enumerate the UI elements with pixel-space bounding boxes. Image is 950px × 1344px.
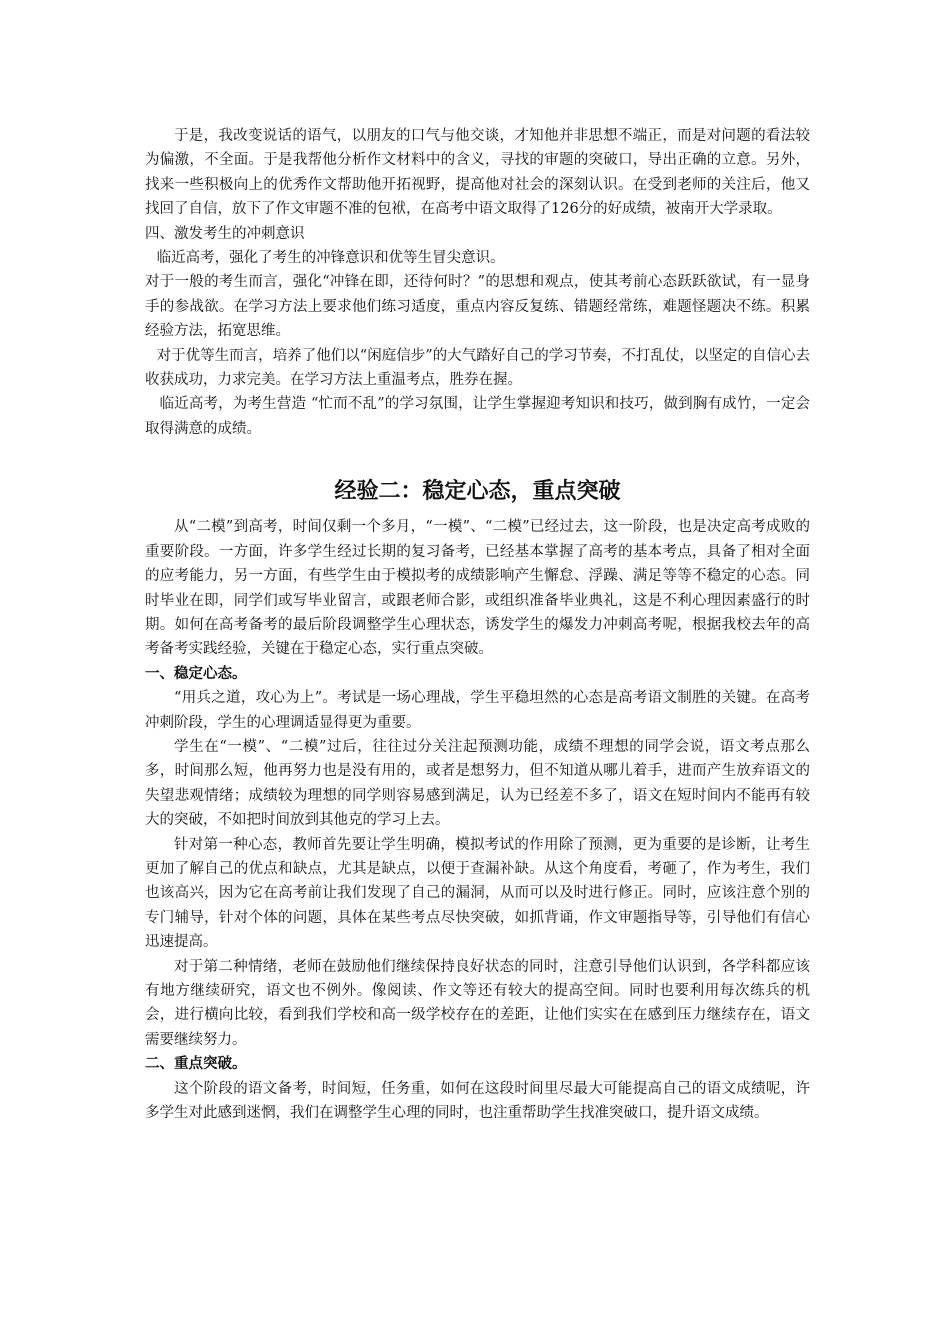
paragraph: 针对第一种心态，教师首先要让学生明确，模拟考试的作用除了预测，更为重要的是诊断，让考生更加了解自己的优点和缺点，尤其是缺点，以便于查漏补缺。从这个角度看，考砸了，作为考生，我们也该高兴，因为它在高考前让我们发现了自己的漏洞，从而可以及时进行修正。同时，应该注意个别的专门辅导，针对个体的问题，具体在某些考点尽快突破，如抓背诵，作文审题指导等，引导他们有信心迅速提高。 [145,836,810,951]
paragraph: 对于一般的考生而言，强化“冲锋在即，还待何时？”的思想和观点，使其考前心态跃跃欲试，有一显身手的参战欲。在学习方法上要求他们练习适度，重点内容反复练、错题经常练，难题怪题决不练。积累经验方法，拓宽思维。 [145,274,810,340]
subheading-key-breakthrough: 二、重点突破。 [145,1056,247,1073]
section-title: 经验二：稳定心态，重点突破 [334,479,621,505]
paragraph: “用兵之道，攻心为上”。考试是一场心理战，学生平稳坦然的心态是高考语文制胜的关键。在高考冲刺阶段，学生的心理调适显得更为重要。 [145,690,810,731]
document-page [145,124,810,1125]
paragraph: 于是，我改变说话的语气，以朋友的口气与他交谈，才知他并非思想不端正，而是对问题的看法较为偏激，不全面。于是我帮他分析作文材料中的含义，寻找的审题的突破口，导出正确的立意。另外，找来一些积极向上的优秀作文帮助他开拓视野，提高他对社会的深刻认识。在受到老师的关注后，他又找回了自信，放下了作文审题不准的包袱，在高考中语文取得了126分的好成绩，被南开大学录取。 [145,128,810,218]
paragraph: 学生在“一模”、“二模”过后，往往过分关注起预测功能，成绩不理想的同学会说，语文考点那么多，时间那么短，他再努力也是没有用的，或者是想努力，但不知道从哪儿着手，进而产生放弃语文的失望悲观情绪；成绩较为理想的同学则容易感到满足，认为已经差不多了，语文在短时间内不能再有较大的突破，不如把时间放到其他克的学习上去。 [145,738,810,829]
paragraph: 临近高考，为考生营造 “忙而不乱”的学习氛围，让学生掌握迎考知识和技巧，做到胸有成竹，一定会取得满意的成绩。 [145,396,810,437]
paragraph: 对于第二种情绪，老师在鼓励他们继续保持良好状态的同时，注意引导他们认识到，各学科都应该有地方继续研究，语文也不例外。像阅读、作文等还有较大的提高空间。同时也要利用每次练兵的机会，进行横向比较，看到我们学校和高一级学校存在的差距，让他们实实在在感到压力继续存在，语文需要继续努力。 [145,958,810,1048]
paragraph: 从“二模”到高考，时间仅剩一个多月，“一模”、“二模”已经过去，这一阶段，也是决定高考成败的重要阶段。一方面，许多学生经过长期的复习备考，已经基本掌握了高考的基本考点，具备了相对全面的应考能力，另一方面，有些学生由于模拟考的成绩影响产生懈怠、浮躁、满足等等不稳定的心态。同时毕业在即，同学们或写毕业留言，或跟老师合影，或组织准备毕业典礼，这是不利心理因素盛行的时期。如何在高考备考的最后阶段调整学生心理状态，诱发学生的爆发力冲刺高考呢，根据我校去年的高考备考实践经验，关键在于稳定心态，实行重点突破。 [145,519,810,658]
paragraph: 临近高考，强化了考生的冲锋意识和优等生冒尖意识。 [156,250,505,267]
section-heading-four: 四、激发考生的冲刺意识 [145,225,305,242]
paragraph: 这个阶段的语文备考，时间短，任务重，如何在这段时间里尽最大可能提高自己的语文成绩呢，许多学生对此感到迷惘，我们在调整学生心理的同时，也注重帮助学生找准突破口，提升语文成绩。 [145,1080,810,1122]
subheading-stable-mindset: 一、稳定心态。 [145,665,247,682]
paragraph: 对于优等生而言，培养了他们以“闲庭信步”的大气踏好自己的学习节奏，不打乱仗，以坚定的自信心去收获成功，力求完美。在学习方法上重温考点，胜券在握。 [145,347,810,389]
